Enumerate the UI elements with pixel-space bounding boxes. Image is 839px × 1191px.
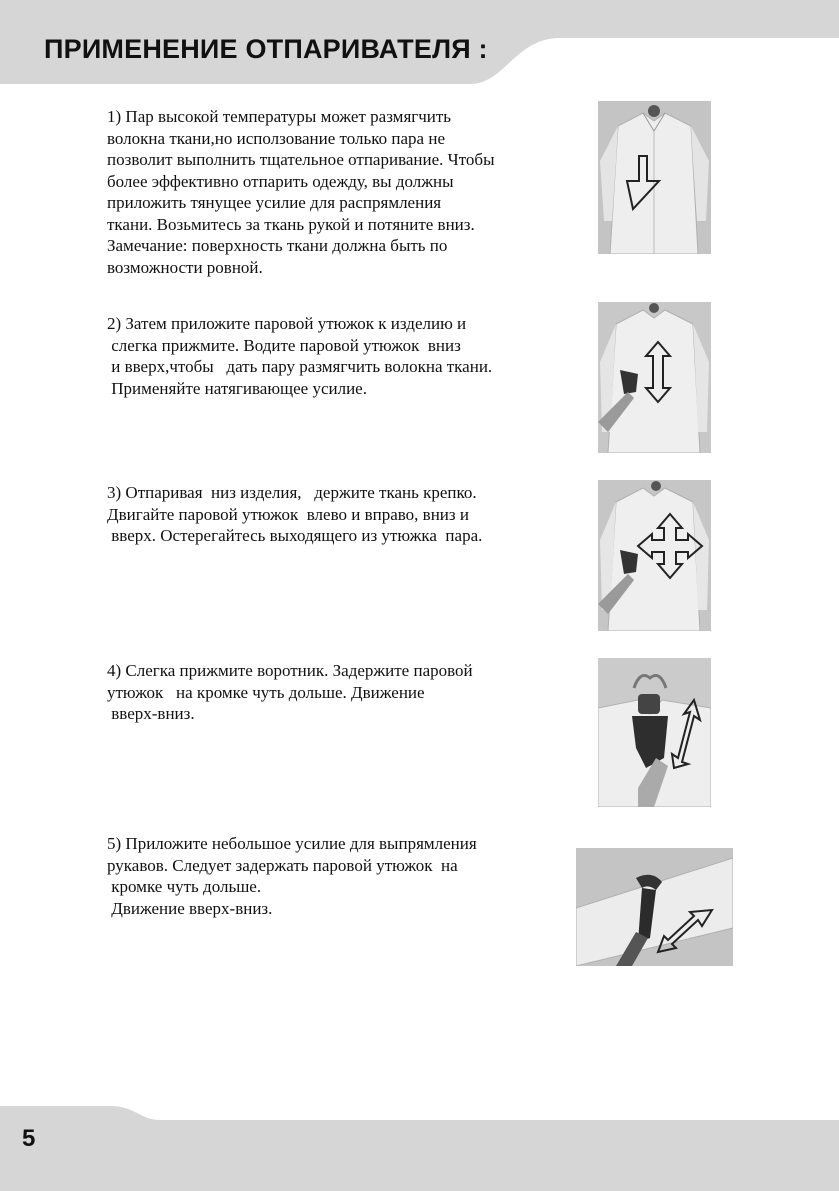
sleeve-photo-steamer-arrow-diagonal-icon — [576, 848, 733, 966]
step-5-text: 5) Приложите небольшое усилие для выпрямления рукавов. Следует задержать паровой утюжок на кромке чуть дольше. Движение вверх-вниз. — [107, 834, 477, 918]
step-2-text: 2) Затем приложите паровой утюжок к изделию и слегка прижмите. Водите паровой утюжок вниз и вверх,чтобы дать пару размягчить волокна ткани. Применяйте натягивающее усилие. — [107, 314, 493, 398]
step-4-text: 4) Слегка прижмите воротник. Задержите паровой утюжок на кромке чуть дольше. Движение вверх-вниз. — [107, 661, 473, 723]
page-number: 5 — [22, 1125, 36, 1152]
step-5-photo — [576, 848, 733, 966]
step-3-text: 3) Отпаривая низ изделия, держите ткань крепко. Двигайте паровой утюжок влево и вправо, вниз и вверх. Остерегайтесь выходящего из утюжка пара. — [107, 483, 483, 545]
shirt-photo-steamer-arrow-up-down-icon — [598, 302, 711, 453]
shirt-photo-steamer-arrow-four-way-icon — [598, 480, 711, 631]
page-title: ПРИМЕНЕНИЕ ОТПАРИВАТЕЛЯ : — [44, 34, 488, 64]
step-2-photo — [598, 302, 711, 453]
footer-band — [0, 1106, 839, 1191]
step-1-text: 1) Пар высокой температуры может размягчить волокна ткани,но исползование только пара не позволит выполнить тщательное отпаривание. Чтобы более эффективно отпарить одежду, вы должны приложить тянущее усилие для распрямления ткани. Возьмитесь за ткань рукой и потяните вниз. Замечание: поверхность ткани должна быть по возможности ровной. — [107, 107, 495, 277]
step-1-photo — [598, 101, 711, 254]
collar-photo-steamer-arrow-diagonal-icon — [598, 658, 711, 807]
step-3-photo — [598, 480, 711, 631]
step-4-photo — [598, 658, 711, 807]
shirt-photo-arrow-down-icon — [598, 101, 711, 254]
